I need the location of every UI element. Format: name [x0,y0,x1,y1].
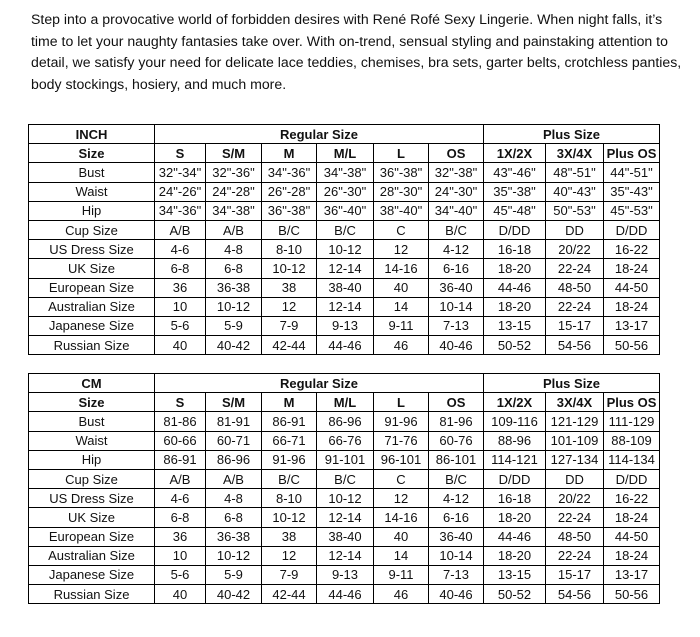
table-cell: 88-96 [484,431,546,450]
plus-size-group-header: Plus Size [484,125,660,144]
table-cell: 10-12 [206,546,262,565]
table-cell: 50-52 [484,585,546,604]
table-cell: 7-9 [262,565,317,584]
table-cell: 18-24 [604,546,660,565]
table-cell: 35"-43" [604,182,660,201]
table-cell: 35"-38" [484,182,546,201]
table-cell: 22-24 [546,297,604,316]
table-cell: 10-14 [429,297,484,316]
table-cell: 38-40 [317,527,374,546]
table-row [29,201,660,220]
row-label: Japanese Size [29,316,155,335]
table-cell: 50"-53" [546,201,604,220]
table-cell: 12-14 [317,259,374,278]
table-cell: 9-11 [374,565,429,584]
column-header-row [29,393,660,412]
table-cell: 40-46 [429,336,484,355]
table-cell: 38 [262,278,317,297]
table-cell: 12 [374,240,429,259]
table-cell: 44-50 [604,278,660,297]
column-header: S/M [206,144,262,163]
table-cell: 14 [374,297,429,316]
table-cell: 13-17 [604,316,660,335]
unit-label: INCH [29,125,155,144]
table-cell: 54-56 [546,585,604,604]
table-cell: 34"-36" [155,201,206,220]
table-cell: 40 [155,336,206,355]
table-row [29,412,660,431]
row-label: US Dress Size [29,240,155,259]
group-header-row [29,374,660,393]
column-header: M [262,393,317,412]
table-row [29,278,660,297]
column-header: 3X/4X [546,144,604,163]
table-cell: 8-10 [262,240,317,259]
table-cell: 32"-34" [155,163,206,182]
row-label: Japanese Size [29,565,155,584]
table-cell: 10-14 [429,546,484,565]
table-cell: 4-6 [155,489,206,508]
table-row [29,336,660,355]
table-cell: B/C [317,220,374,239]
row-label: Bust [29,412,155,431]
column-header: S [155,393,206,412]
row-label: European Size [29,527,155,546]
table-cell: 16-18 [484,489,546,508]
table-cell: 101-109 [546,431,604,450]
row-label: Australian Size [29,546,155,565]
table-cell: 13-15 [484,565,546,584]
table-cell: 40-46 [429,585,484,604]
table-cell: 24"-26" [155,182,206,201]
table-cell: 10-12 [317,240,374,259]
table-cell: 5-9 [206,316,262,335]
table-cell: 14-16 [374,508,429,527]
table-cell: 36"-38" [262,201,317,220]
table-cell: 36 [155,527,206,546]
table-cell: 50-52 [484,336,546,355]
table-cell: 18-24 [604,508,660,527]
table-cell: 9-11 [374,316,429,335]
table-cell: 36"-38" [374,163,429,182]
row-label: Hip [29,201,155,220]
table-cell: 15-17 [546,565,604,584]
table-cell: 36"-40" [317,201,374,220]
table-cell: 36-38 [206,278,262,297]
table-cell: 81-91 [206,412,262,431]
table-cell: 86-91 [155,450,206,469]
table-row [29,565,660,584]
column-header: M [262,144,317,163]
inch-size-table [28,124,660,355]
table-row [29,508,660,527]
table-cell: 44-46 [484,278,546,297]
table-cell: A/B [155,469,206,488]
table-cell: 54-56 [546,336,604,355]
table-cell: 13-17 [604,565,660,584]
table-row [29,450,660,469]
table-cell: 18-24 [604,297,660,316]
table-cell: 36-40 [429,278,484,297]
table-cell: 40 [155,585,206,604]
table-cell: 4-12 [429,240,484,259]
intro-paragraph [31,9,682,95]
regular-size-group-header: Regular Size [155,374,484,393]
table-cell: 42-44 [262,336,317,355]
intro-line: Step into a provocative world of forbidden desires with René Rofé Sexy Lingerie. When night falls, it’s [31,11,663,27]
table-cell: 91-96 [374,412,429,431]
column-header: 1X/2X [484,144,546,163]
row-label: Cup Size [29,220,155,239]
table-cell: 10 [155,546,206,565]
table-cell: 18-24 [604,259,660,278]
table-cell: 20/22 [546,240,604,259]
table-row [29,182,660,201]
table-cell: 38-40 [317,278,374,297]
column-header: Plus OS [604,393,660,412]
regular-size-group-header: Regular Size [155,125,484,144]
table-cell: 45"-48" [484,201,546,220]
table-cell: A/B [206,220,262,239]
table-cell: 12-14 [317,508,374,527]
table-cell: C [374,220,429,239]
table-cell: 10-12 [206,297,262,316]
cm-size-table [28,373,660,604]
table-cell: 121-129 [546,412,604,431]
column-header-row [29,144,660,163]
table-cell: 86-101 [429,450,484,469]
table-cell: 91-101 [317,450,374,469]
table-cell: 60-66 [155,431,206,450]
unit-label: CM [29,374,155,393]
table-cell: 7-9 [262,316,317,335]
table-cell: 4-8 [206,489,262,508]
table-cell: D/DD [484,469,546,488]
table-cell: 111-129 [604,412,660,431]
row-label: Russian Size [29,336,155,355]
table-cell: 24"-30" [429,182,484,201]
table-cell: 10 [155,297,206,316]
table-cell: 46 [374,585,429,604]
table-cell: 6-8 [155,259,206,278]
table-cell: 50-56 [604,585,660,604]
column-header: S [155,144,206,163]
table-cell: 26"-30" [317,182,374,201]
table-cell: 12 [374,489,429,508]
table-cell: 18-20 [484,508,546,527]
table-cell: B/C [262,220,317,239]
plus-size-group-header: Plus Size [484,374,660,393]
table-row [29,489,660,508]
table-cell: 96-101 [374,450,429,469]
row-label: US Dress Size [29,489,155,508]
table-cell: 44-46 [317,585,374,604]
table-cell: 16-18 [484,240,546,259]
column-header: M/L [317,144,374,163]
table-cell: 22-24 [546,259,604,278]
table-cell: 40 [374,278,429,297]
table-cell: 114-121 [484,450,546,469]
table-row [29,297,660,316]
table-cell: 10-12 [317,489,374,508]
table-cell: A/B [155,220,206,239]
table-cell: 36-38 [206,527,262,546]
table-cell: 22-24 [546,508,604,527]
column-header: Plus OS [604,144,660,163]
table-cell: 12 [262,546,317,565]
row-label: Waist [29,431,155,450]
table-cell: 18-20 [484,546,546,565]
column-header: L [374,393,429,412]
table-cell: 16-22 [604,240,660,259]
column-header: Size [29,144,155,163]
row-label: Australian Size [29,297,155,316]
table-cell: 7-13 [429,316,484,335]
table-cell: 12-14 [317,546,374,565]
table-cell: 18-20 [484,297,546,316]
column-header: OS [429,144,484,163]
table-cell: B/C [317,469,374,488]
table-row [29,163,660,182]
row-label: European Size [29,278,155,297]
table-row [29,431,660,450]
table-cell: 88-109 [604,431,660,450]
table-cell: 12-14 [317,297,374,316]
table-cell: 44-50 [604,527,660,546]
row-label: Bust [29,163,155,182]
table-cell: 32"-38" [429,163,484,182]
table-cell: 46 [374,336,429,355]
column-header: S/M [206,393,262,412]
table-cell: 10-12 [262,259,317,278]
table-row [29,527,660,546]
table-cell: 38 [262,527,317,546]
table-cell: 14 [374,546,429,565]
table-cell: 40-42 [206,585,262,604]
table-row [29,259,660,278]
table-cell: 86-96 [206,450,262,469]
table-cell: 14-16 [374,259,429,278]
table-cell: 48"-51" [546,163,604,182]
column-header: 1X/2X [484,393,546,412]
table-cell: 34"-36" [262,163,317,182]
table-cell: 4-6 [155,240,206,259]
row-label: UK Size [29,508,155,527]
table-cell: 34"-40" [429,201,484,220]
table-cell: 45"-53" [604,201,660,220]
table-cell: 127-134 [546,450,604,469]
row-label: Russian Size [29,585,155,604]
table-cell: 38"-40" [374,201,429,220]
table-cell: 34"-38" [317,163,374,182]
table-cell: 6-8 [155,508,206,527]
table-cell: 71-76 [374,431,429,450]
table-row [29,240,660,259]
table-cell: 6-16 [429,259,484,278]
table-cell: 10-12 [262,508,317,527]
table-cell: 66-71 [262,431,317,450]
table-cell: 81-86 [155,412,206,431]
group-header-row [29,125,660,144]
table-cell: 5-6 [155,565,206,584]
table-cell: 66-76 [317,431,374,450]
row-label: Hip [29,450,155,469]
table-cell: 40"-43" [546,182,604,201]
table-cell: 60-76 [429,431,484,450]
table-cell: 20/22 [546,489,604,508]
column-header: OS [429,393,484,412]
table-cell: 86-96 [317,412,374,431]
table-cell: 36 [155,278,206,297]
table-cell: B/C [262,469,317,488]
table-cell: 13-15 [484,316,546,335]
intro-line: time to let your naughty fantasies take over. With on-trend, sensual styling and painstaking attention to [31,32,668,49]
table-cell: B/C [429,220,484,239]
table-cell: 24"-28" [206,182,262,201]
table-cell: 15-17 [546,316,604,335]
table-cell: 40 [374,527,429,546]
table-cell: 5-9 [206,565,262,584]
table-cell: 9-13 [317,565,374,584]
row-label: Waist [29,182,155,201]
table-cell: 26"-28" [262,182,317,201]
row-label: Cup Size [29,469,155,488]
table-cell: B/C [429,469,484,488]
table-cell: D/DD [484,220,546,239]
table-cell: 50-56 [604,336,660,355]
intro-line: body stockings, hosiery, and much more. [31,75,287,92]
table-cell: 43"-46" [484,163,546,182]
table-cell: 32"-36" [206,163,262,182]
table-cell: 9-13 [317,316,374,335]
table-cell: DD [546,469,604,488]
table-cell: 18-20 [484,259,546,278]
table-cell: 12 [262,297,317,316]
column-header: L [374,144,429,163]
table-row [29,585,660,604]
table-cell: 109-116 [484,412,546,431]
table-cell: 44-46 [317,336,374,355]
column-header: Size [29,393,155,412]
table-cell: C [374,469,429,488]
table-cell: 91-96 [262,450,317,469]
table-cell: 36-40 [429,527,484,546]
table-cell: A/B [206,469,262,488]
table-cell: 40-42 [206,336,262,355]
table-cell: 42-44 [262,585,317,604]
table-row [29,546,660,565]
table-cell: 22-24 [546,546,604,565]
table-cell: 34"-38" [206,201,262,220]
table-cell: 5-6 [155,316,206,335]
table-cell: 4-8 [206,240,262,259]
table-cell: 48-50 [546,527,604,546]
table-cell: D/DD [604,220,660,239]
table-row [29,469,660,488]
table-cell: 6-8 [206,259,262,278]
table-cell: 6-8 [206,508,262,527]
table-row [29,220,660,239]
intro-line: detail, we satisfy your need for delicate lace teddies, chemises, bra sets, garter belts, crotchless panties, [31,54,682,70]
column-header: M/L [317,393,374,412]
table-cell: 28"-30" [374,182,429,201]
table-cell: 48-50 [546,278,604,297]
table-cell: 44"-51" [604,163,660,182]
table-cell: 4-12 [429,489,484,508]
table-cell: 8-10 [262,489,317,508]
table-cell: 60-71 [206,431,262,450]
table-cell: D/DD [604,469,660,488]
table-cell: 44-46 [484,527,546,546]
table-cell: 114-134 [604,450,660,469]
column-header: 3X/4X [546,393,604,412]
table-cell: 7-13 [429,565,484,584]
table-cell: 6-16 [429,508,484,527]
table-cell: 86-91 [262,412,317,431]
table-cell: 16-22 [604,489,660,508]
table-cell: DD [546,220,604,239]
table-row [29,316,660,335]
row-label: UK Size [29,259,155,278]
table-cell: 81-96 [429,412,484,431]
